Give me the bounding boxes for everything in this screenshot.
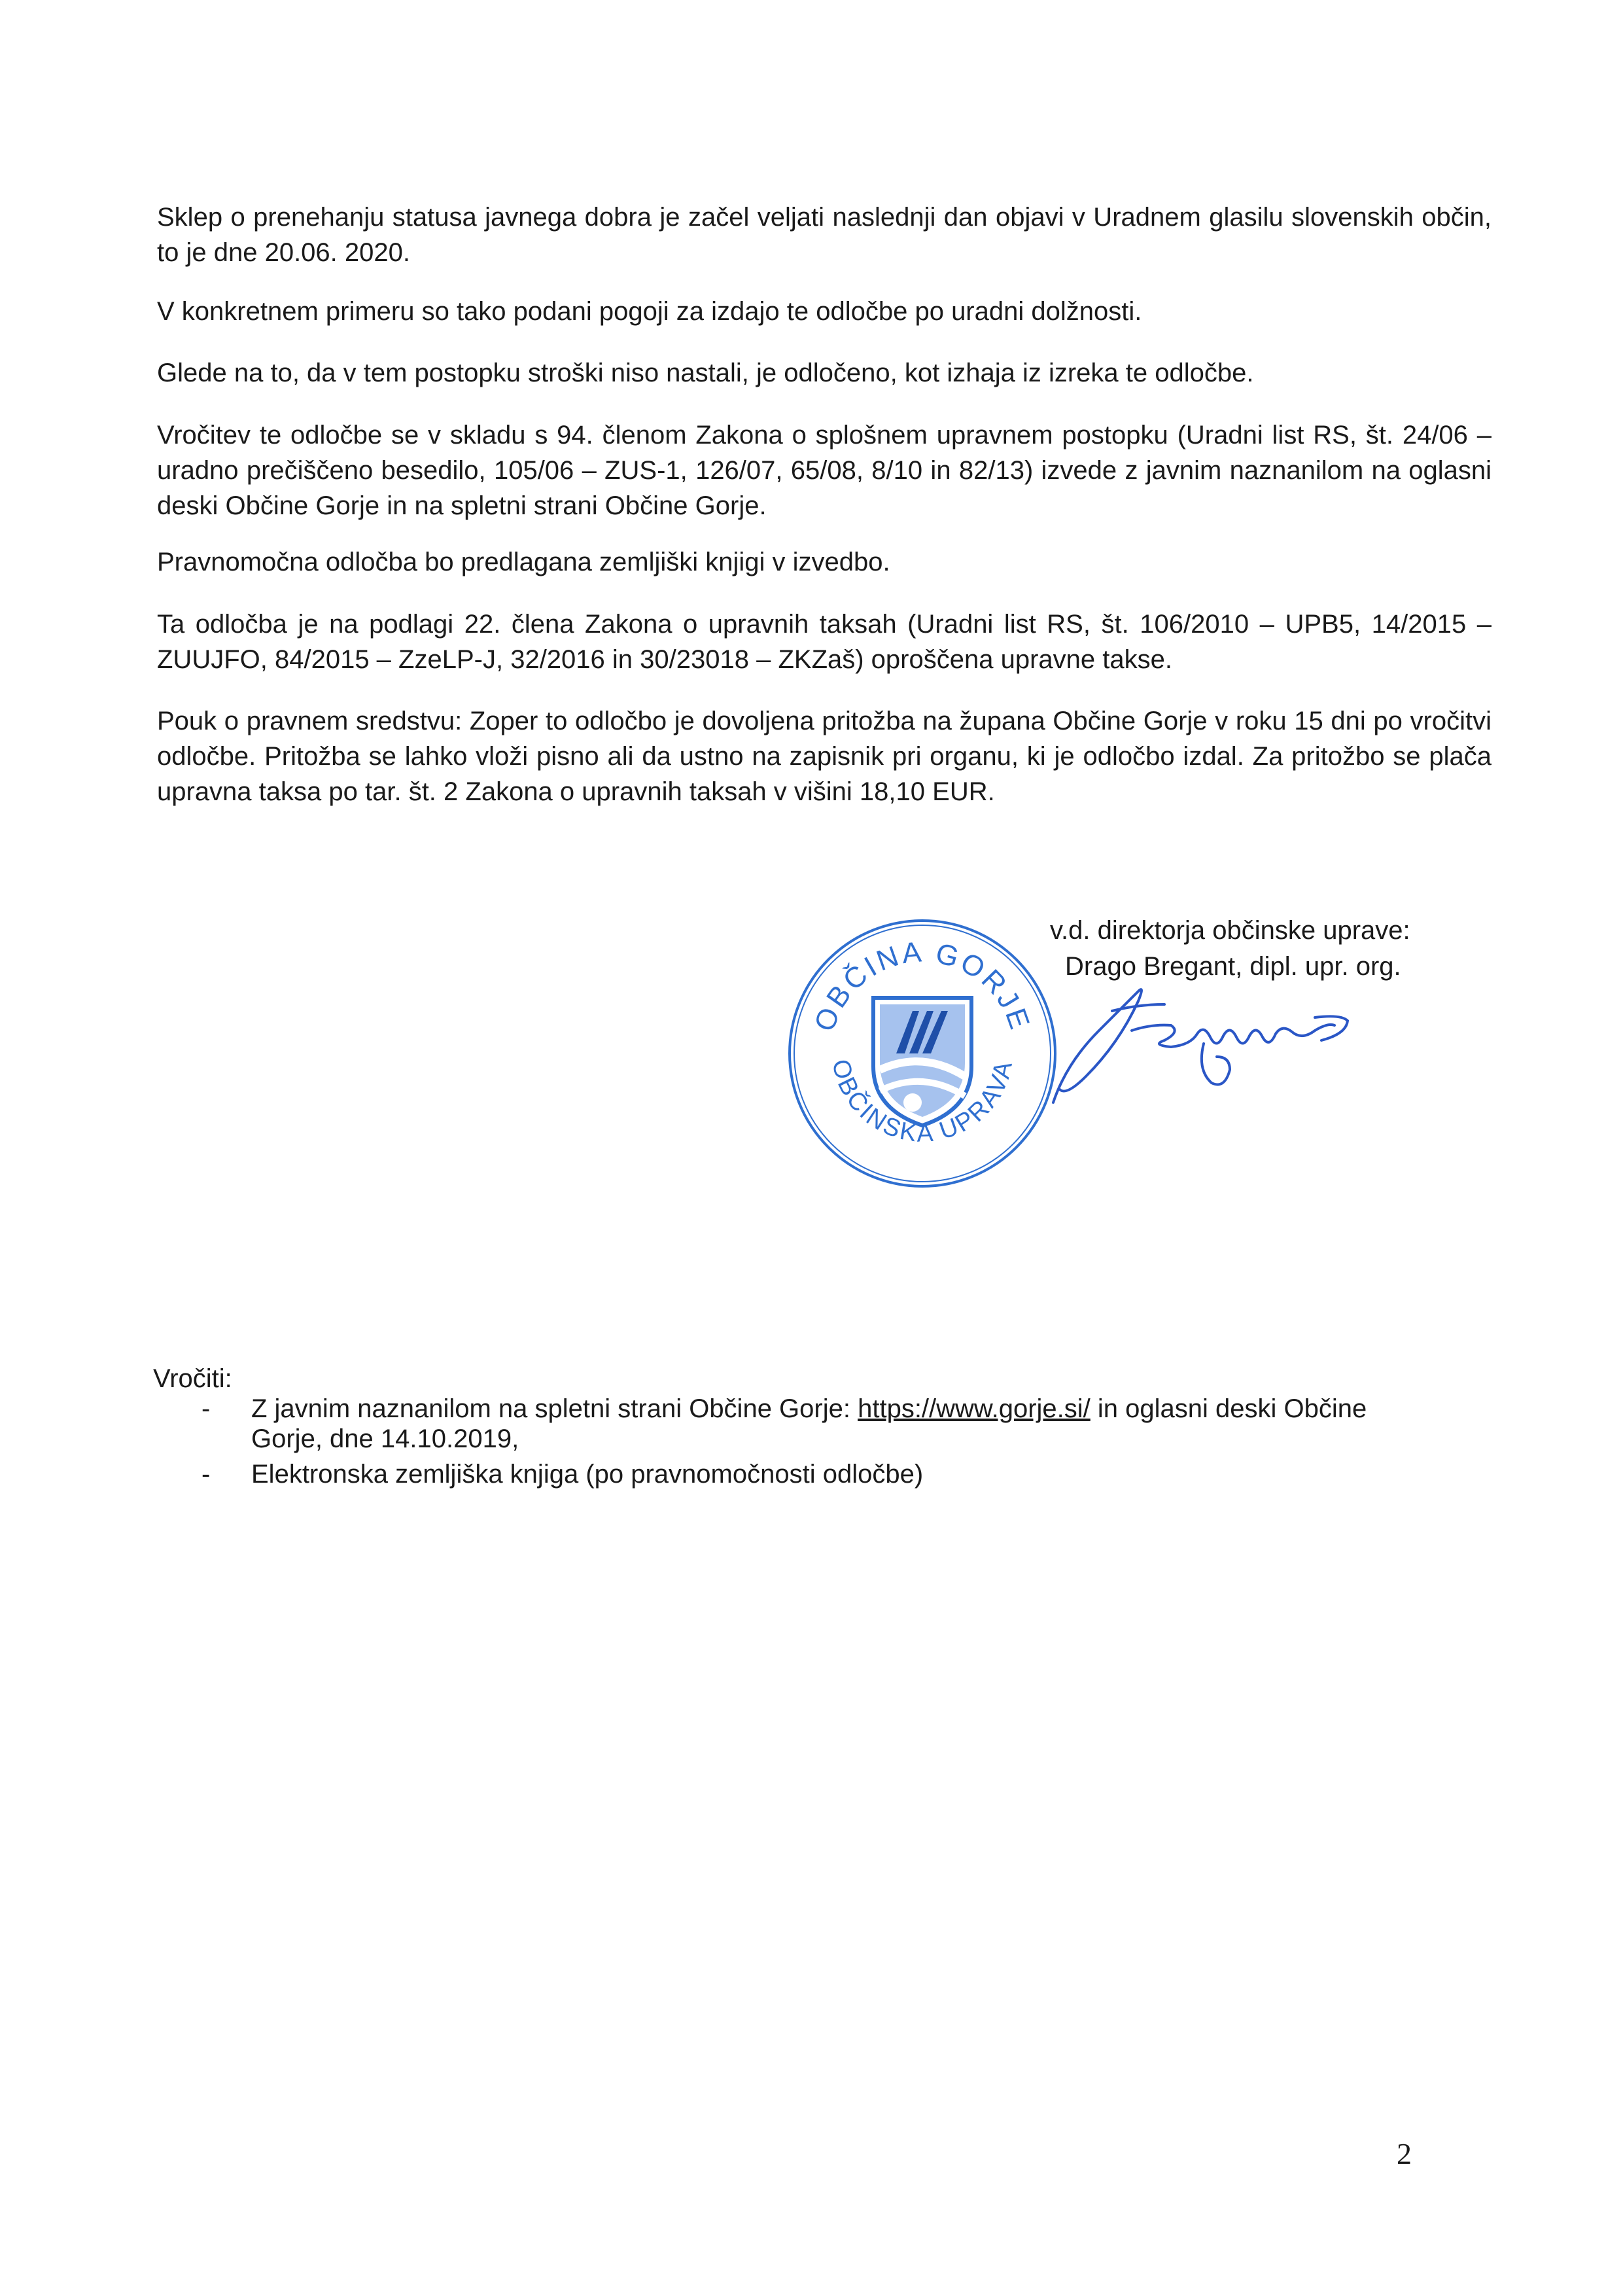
paragraph-delivery: Vročitev te odločbe se v skladu s 94. členom Zakona o splošnem upravnem postopku (Uradni list RS, št. 24/06 – uradno prečiščeno besedilo, 105/06 – ZUS-1, 126/07, 65/08, 8/10 in 82/13) izvede z javnim naznanilom na oglasni deski Občine Gorje in na spletni strani Občine Gorje. <box>157 421 1492 520</box>
signatory-name: Drago Bregant, dipl. upr. org. <box>1065 952 1401 981</box>
delivery-item-2-text: Elektronska zemljiška knjiga (po pravnomočnosti odločbe) <box>251 1460 924 1489</box>
signatory-title: v.d. direktorja občinske uprave: <box>1050 916 1410 945</box>
list-dash: - <box>201 1394 211 1423</box>
paragraph-costs: Glede na to, da v tem postopku stroški niso nastali, je odločeno, kot izhaja iz izreka te odločbe. <box>157 359 1254 387</box>
list-item <box>196 1459 1439 1489</box>
official-stamp-icon <box>782 913 1063 1194</box>
paragraph-land-registry: Pravnomočna odločba bo predlagana zemljiški knjigi v izvedbo. <box>157 548 890 576</box>
list-dash: - <box>201 1460 211 1489</box>
paragraph-conditions: V konkretnem primeru so tako podani pogoji za izdajo te odločbe po uradni dolžnosti. <box>157 297 1142 326</box>
delivery-heading: Vročiti: <box>153 1364 232 1393</box>
paragraph-decree-validity: Sklep o prenehanju statusa javnega dobra je začel veljati naslednji dan objavi v Uradnem glasilu slovenskih občin, to je dne 20.06. 2020. <box>157 203 1492 267</box>
delivery-item-1-text-before: Z javnim naznanilom na spletni strani Občine Gorje: <box>251 1394 858 1423</box>
handwritten-signature-icon <box>1040 985 1406 1109</box>
svg-text:OBČINA GORJE: OBČINA GORJE <box>808 936 1037 1036</box>
paragraph-legal-remedy: Pouk o pravnem sredstvu: Zoper to odločbo je dovoljena pritožba na župana Občine Gorje v roku 15 dni po vročitvi odločbe. Pritožba se lahko vloži pisno ali da ustno na zapisnik pri organu, ki je odločbo izdal. Za pritožbo se plača upravna taksa po tar. št. 2 Zakona o upravnih taksah v višini 18,10 EUR. <box>157 707 1492 806</box>
list-item <box>196 1394 1439 1454</box>
paragraph-fees: Ta odločba je na podlagi 22. člena Zakona o upravnih taksah (Uradni list RS, št. 106/2010 – UPB5, 14/2015 – ZUUJFO, 84/2015 – ZzeLP-J, 32/2016 in 30/23018 – ZKZaš) oproščena upravne takse. <box>157 610 1492 674</box>
svg-text:OBČINSKA UPRAVA: OBČINSKA UPRAVA <box>826 1057 1019 1148</box>
page-number: 2 <box>1397 2137 1412 2170</box>
delivery-item-1-text-after: in oglasni deski Občine Gorje, dne 14.10.2019, <box>251 1394 1367 1453</box>
delivery-list <box>196 1394 1439 1494</box>
gorje-website-link[interactable]: https://www.gorje.si/ <box>858 1394 1091 1423</box>
